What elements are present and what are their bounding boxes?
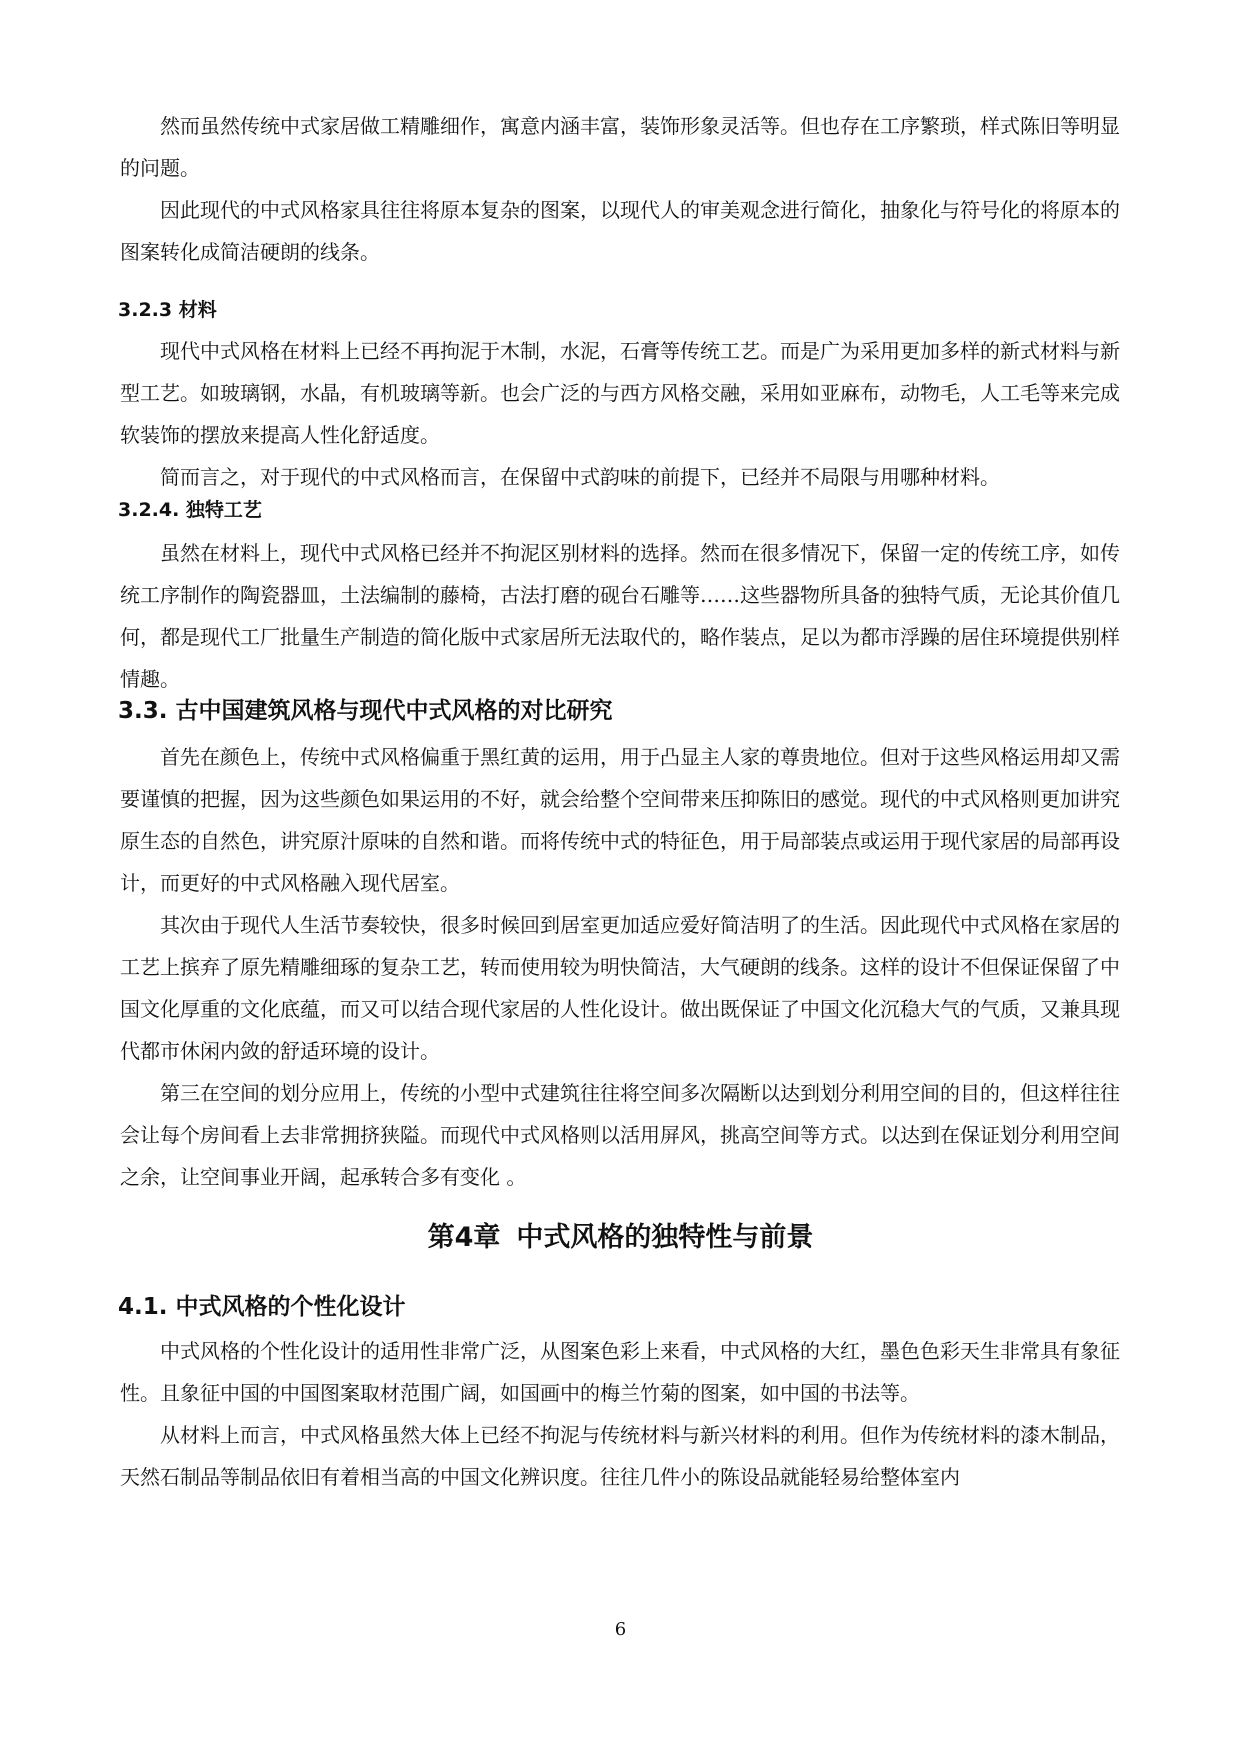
paragraph-materials-summary: 简而言之，对于现代的中式风格而言，在保留中式韵味的前提下，已经并不局限与用哪种材料。	[120, 465, 1000, 489]
paragraph-color-comparison: 首先在颜色上，传统中式风格偏重于黑红黄的运用，用于凸显主人家的尊贵地位。但对于这些风格运用却又需要谨慎的把握，因为这些颜色如果运用的不好，就会给整个空间带来压抑陈旧的感觉。现代的中式风格则更加讲究原生态的自然色，讲究原汁原味的自然和谐。而将传统中式的特征色，用于局部装点或运用于现代家居的局部再设计，而更好的中式风格融入现代居室。	[120, 745, 1120, 895]
paragraph-materials-recognition: 从材料上而言，中式风格虽然大体上已经不拘泥与传统材料与新兴材料的利用。但作为传统材料的漆木制品，天然石制品等制品依旧有着相当高的中国文化辨识度。往往几件小的陈设品就能轻易给整体室内	[120, 1423, 1120, 1489]
heading-3-2-4-unique-craft: 3.2.4. 独特工艺	[118, 499, 262, 521]
chapter-title-text: 中式风格的独特性与前景	[516, 1222, 814, 1253]
paragraph-unique-craft: 虽然在材料上，现代中式风格已经并不拘泥区别材料的选择。然而在很多情况下，保留一定的传统工序，如传统工序制作的陶瓷器皿，土法编制的藤椅，古法打磨的砚台石雕等……这些器物所具备的独特气质，无论其价值几何，都是现代工厂批量生产制造的简化版中式家居所无法取代的，略作装点，足以为都市浮躁的居住环境提供别样情趣。	[120, 541, 1120, 691]
paragraph-traditional-drawbacks: 然而虽然传统中式家居做工精雕细作，寓意内涵丰富，装饰形象灵活等。但也存在工序繁琐，样式陈旧等明显的问题。	[120, 114, 1120, 180]
heading-4-1-personalized-design: 4.1. 中式风格的个性化设计	[118, 1294, 406, 1320]
chapter-4-title	[0, 1218, 1241, 1258]
paragraph-simplified-patterns: 因此现代的中式风格家具往往将原本复杂的图案，以现代人的审美观念进行简化，抽象化与符号化的将原本的图案转化成简洁硬朗的线条。	[120, 198, 1120, 264]
paragraph-modern-materials: 现代中式风格在材料上已经不再拘泥于木制，水泥，石膏等传统工艺。而是广为采用更加多样的新式材料与新型工艺。如玻璃钢，水晶，有机玻璃等新。也会广泛的与西方风格交融，采用如亚麻布，动物毛，人工毛等来完成软装饰的摆放来提高人性化舒适度。	[120, 339, 1120, 447]
heading-3-2-3-materials: 3.2.3 材料	[118, 299, 217, 321]
paragraph-personalized-design: 中式风格的个性化设计的适用性非常广泛，从图案色彩上来看，中式风格的大红，墨色色彩天生非常具有象征性。且象征中国的中国图案取材范围广阔，如国画中的梅兰竹菊的图案，如中国的书法等。	[120, 1339, 1120, 1405]
chapter-number: 第4章	[427, 1222, 501, 1253]
paragraph-space-comparison: 第三在空间的划分应用上，传统的小型中式建筑往往将空间多次隔断以达到划分利用空间的目的，但这样往往会让每个房间看上去非常拥挤狭隘。而现代中式风格则以活用屏风，挑高空间等方式。以达到在保证划分利用空间之余，让空间事业开阔，起承转合多有变化 。	[120, 1081, 1120, 1189]
paragraph-craft-comparison: 其次由于现代人生活节奏较快，很多时候回到居室更加适应爱好简洁明了的生活。因此现代中式风格在家居的工艺上摈弃了原先精雕细琢的复杂工艺，转而使用较为明快简洁，大气硬朗的线条。这样的设计不但保证保留了中国文化厚重的文化底蕴，而又可以结合现代家居的人性化设计。做出既保证了中国文化沉稳大气的气质，又兼具现代都市休闲内敛的舒适环境的设计。	[120, 913, 1120, 1063]
heading-3-3-comparison: 3.3. 古中国建筑风格与现代中式风格的对比研究	[118, 698, 613, 724]
page-number: 6	[614, 1619, 627, 1640]
